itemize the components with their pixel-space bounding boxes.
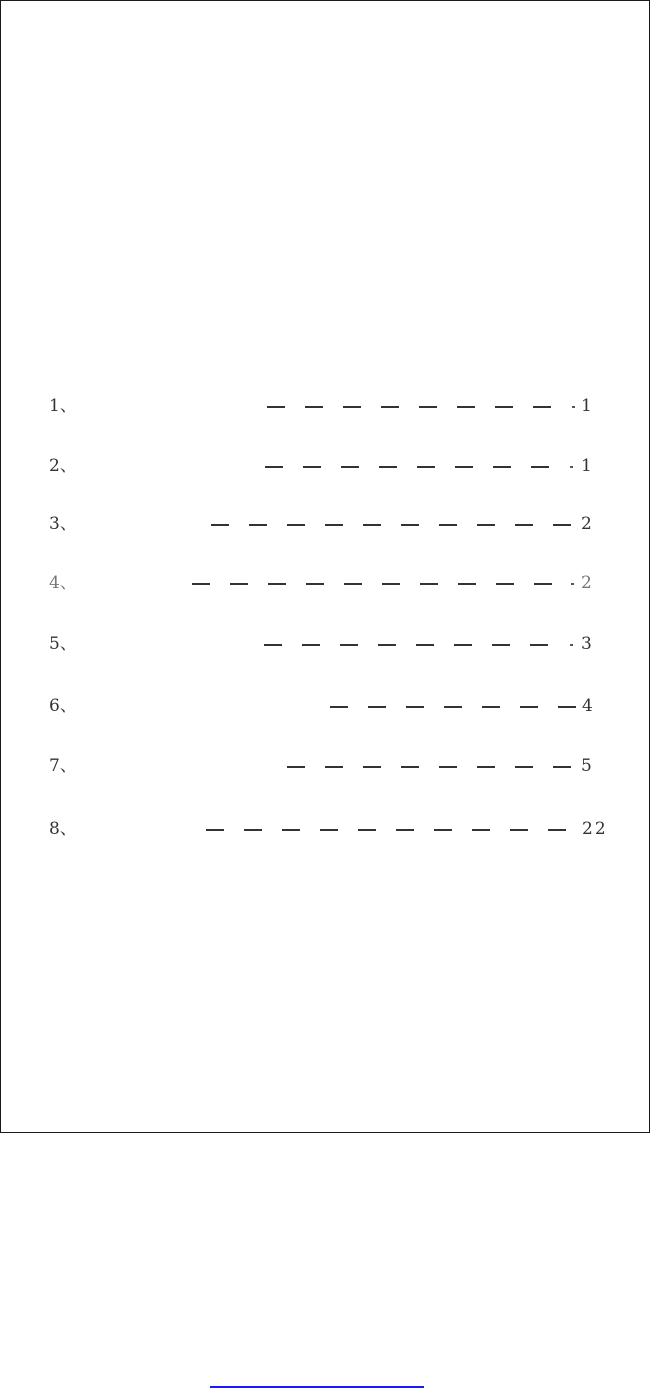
toc-entry-number: 3、 [49, 514, 77, 534]
toc-leader-dot [571, 583, 574, 585]
toc-entry[interactable] [1, 695, 652, 717]
toc-leader-dashes [206, 829, 570, 831]
toc-entry-number: 4、 [49, 573, 77, 593]
toc-leader-dashes [265, 466, 555, 468]
toc-entry[interactable] [1, 395, 652, 417]
toc-leader-dot [570, 466, 573, 468]
toc-entry-number: 2、 [49, 456, 77, 476]
toc-entry[interactable] [1, 572, 652, 594]
toc-entry-page: 1 [581, 396, 592, 416]
toc-entry-page: 4 [582, 696, 593, 716]
toc-leader-dashes [264, 644, 554, 646]
toc-leader-dashes [192, 583, 556, 585]
toc-entry-page: 2 [581, 514, 592, 534]
toc-entry-page: 5 [581, 756, 592, 776]
toc-entry-number: 8、 [49, 819, 77, 839]
toc-entry[interactable] [1, 455, 652, 477]
toc-entry[interactable] [1, 633, 652, 655]
toc-entry-page: 3 [581, 634, 592, 654]
toc-leader-dot [572, 406, 575, 408]
toc-entry-page: 2 [581, 573, 592, 593]
toc-entry-number: 5、 [49, 634, 77, 654]
toc-entry[interactable] [1, 755, 652, 777]
toc-entry-page: 22 [582, 819, 608, 839]
toc-leader-dashes [211, 524, 575, 526]
toc-leader-dashes [330, 706, 578, 708]
toc-leader-dashes [267, 406, 557, 408]
toc-entry[interactable] [1, 818, 652, 840]
toc-leader-dashes [287, 766, 575, 768]
toc-entry-number: 6、 [49, 696, 77, 716]
toc-entry-number: 1、 [49, 396, 77, 416]
toc-entry-number: 7、 [49, 756, 77, 776]
toc-entry[interactable] [1, 513, 652, 535]
toc-entry-page: 1 [581, 456, 592, 476]
toc-leader-dot [570, 644, 573, 646]
footer-link-underline[interactable] [210, 1386, 424, 1388]
